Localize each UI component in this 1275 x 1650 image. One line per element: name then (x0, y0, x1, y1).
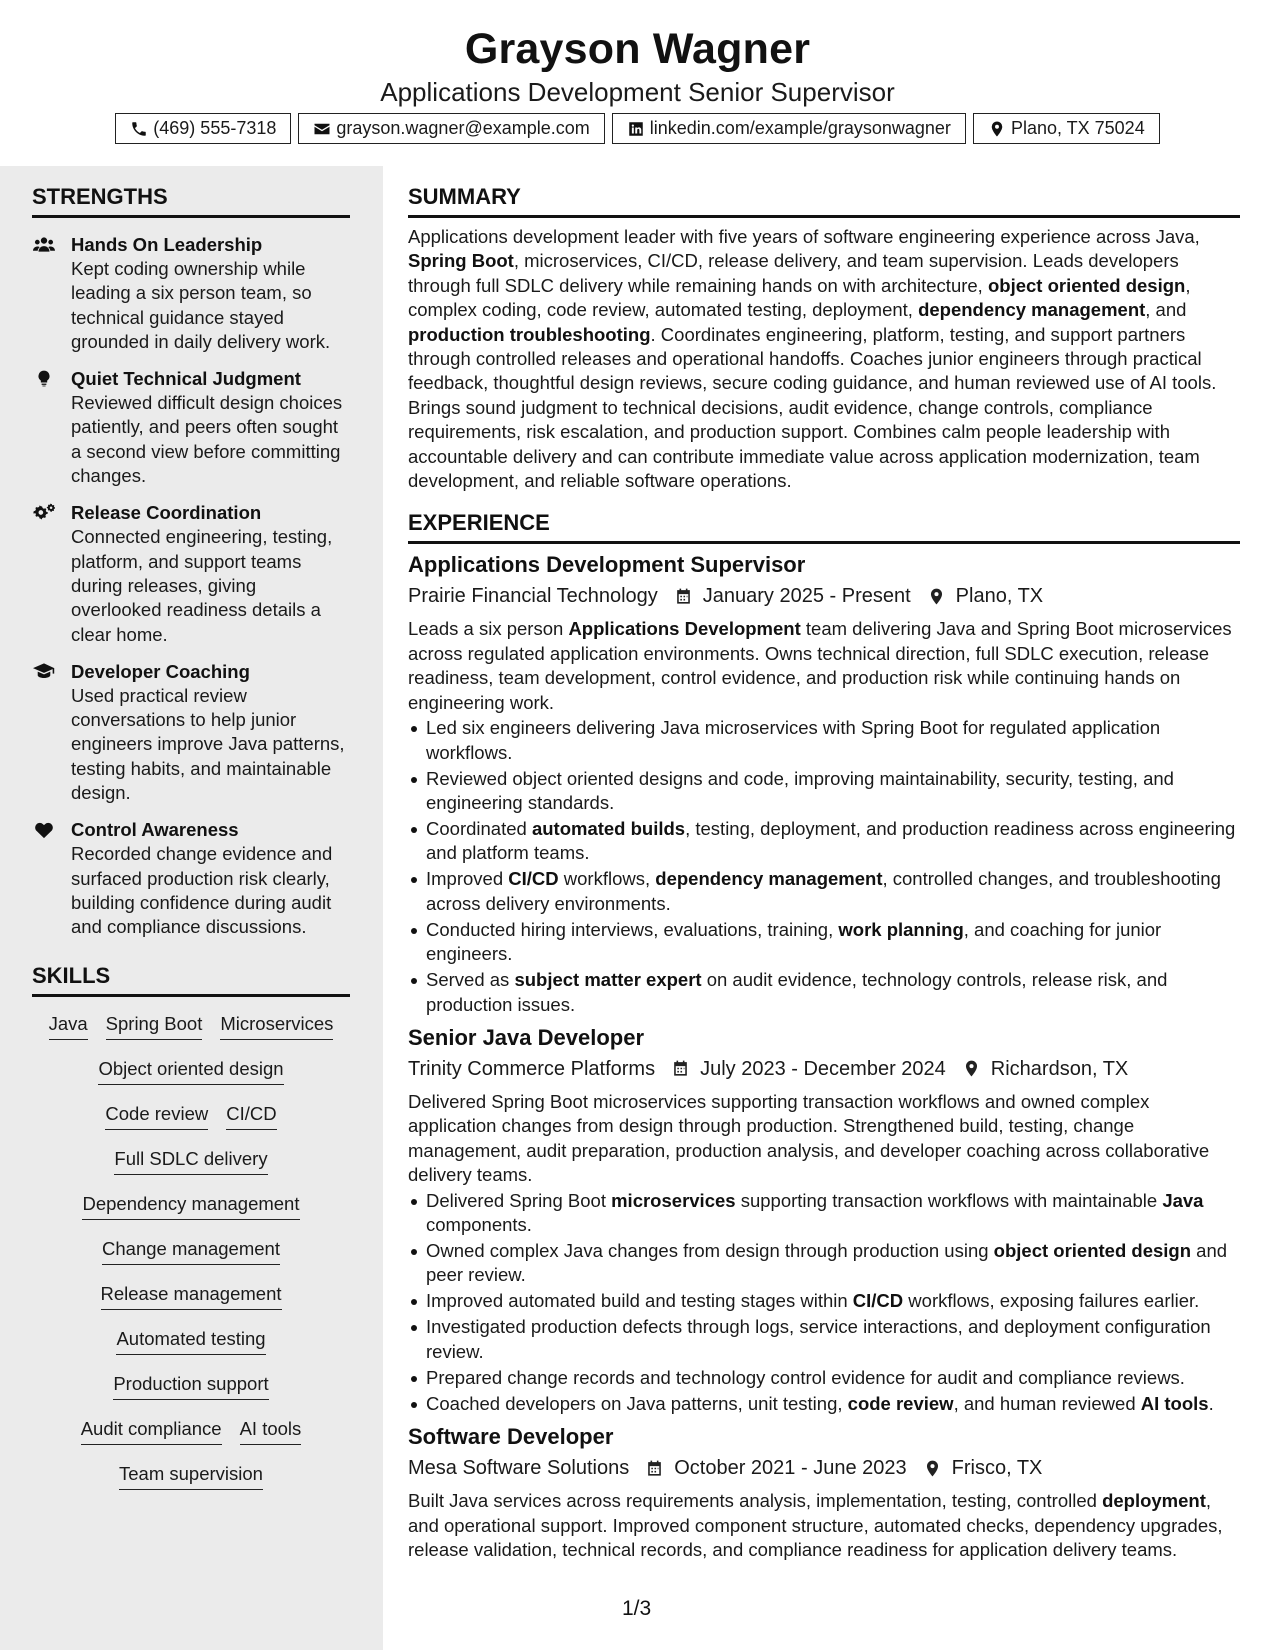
contact-location-text: Plano, TX 75024 (1010, 118, 1145, 138)
text-run: , and (1145, 299, 1187, 321)
text-run: Led six engineers delivering Java microservices with Spring Boot for regulated application workflows. (426, 717, 1161, 763)
skills-heading: SKILLS (32, 962, 350, 997)
bold-keyword: Java (1162, 1189, 1204, 1211)
job-title: Software Developer (408, 1424, 614, 1450)
text-run: , testing, deployment, and production readiness across engineering and platform teams. (426, 817, 1236, 864)
bold-keyword: dependency management (655, 868, 883, 890)
bullet-item (408, 1392, 1240, 1416)
strength-desc: Recorded change evidence and surfaced production risk clearly, building confidence during audit and compliance discussions. (71, 843, 333, 938)
gears-icon (32, 502, 56, 522)
contact-bar (0, 113, 1275, 144)
bold-keyword: Spring Boot (408, 250, 514, 272)
phone-icon (130, 120, 148, 138)
bold-keyword: microservices (611, 1189, 736, 1211)
bold-keyword: object oriented design (993, 1239, 1192, 1261)
map-pin-icon (923, 1459, 942, 1478)
skill-row (32, 1461, 350, 1506)
job-list (408, 550, 1240, 1562)
bold-keyword: CI/CD (852, 1290, 904, 1312)
job-title: Senior Java Developer (408, 1024, 645, 1050)
bold-keyword: deployment (1102, 1490, 1206, 1512)
text-run: components. (426, 1213, 532, 1235)
skill-row (32, 1236, 350, 1281)
map-pin-icon (988, 120, 1006, 138)
bold-keyword: work planning (838, 918, 964, 940)
skill-tag: Code review (105, 1101, 208, 1130)
skill-row (32, 1146, 350, 1191)
skill-tag: Production support (113, 1371, 268, 1400)
skills-list (32, 1011, 350, 1506)
job-meta (408, 581, 1240, 611)
job-entry (408, 550, 1240, 1016)
job-description (408, 1090, 1240, 1188)
contact-linkedin-text: linkedin.com/example/graysonwagner (649, 118, 951, 138)
text-run: Owned complex Java changes from design through production using (426, 1239, 994, 1261)
text-run: , and human reviewed (953, 1392, 1141, 1414)
strength-item (32, 817, 350, 939)
candidate-role: Applications Development Senior Supervisor (380, 77, 895, 107)
bold-keyword: AI tools (1140, 1392, 1209, 1414)
text-run: . Coordinates engineering, platform, testing, and support partners through controlled releases and operational handoffs. Coaches junior engineers through practical feedback, thoughtful design reviews, secure coding guidance, and human reviewed use of AI tools. Brings sound judgment to technical decisions, audit evidence, change controls, compliance requirements, risk escalation, and production support. Combines calm people leadership with accountable delivery and can contribute immediate value across application modernization, team development, and reliable software operations. (408, 323, 1217, 492)
strength-title: Quiet Technical Judgment (71, 368, 301, 390)
strength-item (32, 500, 350, 646)
text-run: Delivered Spring Boot microservices supporting transaction workflows and owned complex application changes from design through production. Strengthened build, testing, change management, audit preparation, production analysis, and developer coaching across collaborative delivery teams. (408, 1090, 1210, 1186)
text-run: Prepared change records and technology control evidence for audit and compliance reviews. (426, 1366, 1185, 1388)
skill-tag: Java (49, 1011, 88, 1040)
candidate-name: Grayson Wagner (464, 25, 811, 73)
job-description (408, 617, 1240, 715)
text-run: Reviewed object oriented designs and code, improving maintainability, security, testing, and engineering standards. (426, 767, 1174, 813)
bullet-item (408, 1366, 1240, 1390)
skill-tag: Release management (101, 1281, 282, 1310)
text-run: Improved (426, 868, 509, 890)
job-bullets (408, 716, 1240, 1017)
job-location: Plano, TX (955, 585, 1044, 608)
text-run: Applications development leader with five years of software engineering experience across Java, (408, 226, 1200, 247)
skill-tag: Spring Boot (106, 1011, 203, 1040)
skill-tag: Change management (102, 1236, 280, 1265)
strength-desc: Used practical review conversations to help junior engineers improve Java patterns, testing habits, and maintainable design. (71, 684, 345, 804)
contact-phone[interactable] (115, 113, 291, 144)
text-run: , and coaching for junior engineers. (426, 918, 1162, 965)
job-dates: July 2023 - December 2024 (700, 1057, 946, 1080)
people-group-icon (32, 234, 56, 254)
main-content (408, 183, 1240, 1562)
bold-keyword: Applications Development (568, 618, 801, 640)
bullet-item (408, 918, 1240, 967)
text-run: Built Java services across requirements analysis, implementation, testing, controlled (408, 1490, 1103, 1512)
lightbulb-icon (32, 368, 56, 388)
bullet-item (408, 1189, 1240, 1238)
job-location: Frisco, TX (951, 1457, 1043, 1480)
skill-tag: CI/CD (226, 1101, 276, 1130)
contact-phone-text: (469) 555-7318 (153, 118, 277, 138)
text-run: Coached developers on Java patterns, unit testing, (426, 1392, 848, 1414)
text-run: Coordinated (426, 817, 532, 839)
text-run: , microservices, CI/CD, release delivery, and team supervision. Leads developers through full SDLC delivery while remaining hands on with architecture, (408, 250, 1179, 296)
bullet-item (408, 1239, 1240, 1288)
calendar-icon (674, 587, 693, 606)
job-meta (408, 1453, 1240, 1483)
text-run: workflows, (558, 868, 656, 890)
skill-tag: Microservices (220, 1011, 333, 1040)
page-number: 1/3 (622, 1597, 652, 1620)
resume-header (0, 22, 1275, 108)
text-run: supporting transaction workflows with maintainable (735, 1189, 1163, 1211)
job-entry (408, 1023, 1240, 1416)
bullet-item (408, 867, 1240, 916)
job-title: Applications Development Supervisor (408, 552, 806, 578)
job-bullets (408, 1189, 1240, 1417)
text-run: Delivered Spring Boot (426, 1189, 612, 1211)
strength-title: Control Awareness (71, 819, 239, 841)
job-location: Richardson, TX (990, 1057, 1129, 1080)
strengths-list (32, 218, 350, 940)
map-pin-icon (927, 587, 946, 606)
bold-keyword: production troubleshooting (408, 323, 651, 345)
summary-text (408, 225, 1240, 493)
sidebar (0, 166, 383, 1650)
job-description (408, 1489, 1240, 1562)
linkedin-icon (627, 120, 645, 138)
skill-tag: Audit compliance (81, 1416, 222, 1445)
strength-item (32, 659, 350, 805)
job-entry (408, 1422, 1240, 1562)
job-dates: October 2021 - June 2023 (674, 1457, 907, 1480)
text-run: team delivering Java and Spring Boot microservices across regulated application environments. Owns technical direction, full SDLC execution, release readiness, team development, control evidence, and production risk while continuing hands on engineering work. (408, 618, 1232, 713)
strength-desc: Reviewed difficult design choices patiently, and peers often sought a second view before committing changes. (71, 392, 343, 487)
skill-row (32, 1371, 350, 1416)
text-run: on audit evidence, technology controls, release risk, and production issues. (426, 969, 1168, 1015)
calendar-icon (671, 1059, 690, 1078)
contact-email-text: grayson.wagner@example.com (336, 118, 590, 138)
skill-tag: AI tools (240, 1416, 302, 1445)
text-run: , complex coding, code review, automated testing, deployment, (408, 274, 1191, 321)
bold-keyword: dependency management (918, 299, 1146, 321)
text-run: workflows, exposing failures earlier. (903, 1290, 1200, 1312)
summary-heading: SUMMARY (408, 183, 1240, 218)
text-run: and peer review. (426, 1239, 1228, 1286)
skill-tag: Team supervision (119, 1461, 263, 1490)
bullet-item (408, 968, 1240, 1017)
text-run: , and operational support. Improved component structure, automated checks, dependency upgrades, release validation, technical records, and compliance readiness for application delivery teams. (408, 1490, 1223, 1560)
bold-keyword: code review (847, 1392, 954, 1414)
skill-row (32, 1281, 350, 1326)
strength-desc: Connected engineering, testing, platform, and support teams during releases, giving overlooked readiness details a clear home. (71, 526, 333, 645)
map-pin-icon (962, 1059, 981, 1078)
bold-keyword: automated builds (531, 817, 686, 839)
bold-keyword: CI/CD (508, 868, 559, 890)
text-run: . (1208, 1392, 1214, 1414)
text-run: , controlled changes, and troubleshooting across delivery environments. (426, 868, 1221, 914)
bold-keyword: object oriented design (987, 274, 1186, 296)
skill-row (32, 1326, 350, 1371)
skill-tag: Object oriented design (98, 1056, 283, 1085)
bold-keyword: subject matter expert (514, 969, 702, 991)
text-run: Leads a six person (408, 618, 569, 640)
envelope-icon (313, 120, 331, 138)
skill-tag: Dependency management (82, 1191, 299, 1220)
skill-tag: Automated testing (116, 1326, 265, 1355)
job-company: Mesa Software Solutions (408, 1457, 630, 1480)
job-company: Trinity Commerce Platforms (408, 1057, 656, 1080)
experience-heading: EXPERIENCE (408, 509, 1240, 544)
skill-row (32, 1101, 350, 1146)
contact-location (973, 113, 1160, 144)
text-run: Conducted hiring interviews, evaluations, training, (426, 918, 839, 940)
strengths-heading: STRENGTHS (32, 183, 350, 218)
text-run: Investigated production defects through logs, service interactions, and deployment configuration review. (426, 1316, 1211, 1362)
strength-title: Developer Coaching (71, 660, 250, 682)
skill-row (32, 1191, 350, 1236)
bullet-item (408, 716, 1240, 765)
job-dates: January 2025 - Present (702, 585, 911, 608)
strength-desc: Kept coding ownership while leading a six person team, so technical guidance stayed grounded in daily delivery work. (71, 258, 331, 352)
bullet-item (408, 817, 1240, 866)
text-run: Served as (426, 969, 515, 991)
skill-tag: Full SDLC delivery (114, 1146, 267, 1175)
bullet-item (408, 1289, 1240, 1313)
contact-email[interactable] (298, 113, 604, 144)
bullet-item (408, 1315, 1240, 1364)
text-run: Improved automated build and testing stages within (426, 1290, 853, 1312)
strength-title: Release Coordination (71, 502, 262, 524)
skill-row (32, 1056, 350, 1101)
calendar-icon (645, 1459, 664, 1478)
job-meta (408, 1054, 1240, 1084)
graduation-cap-icon (32, 661, 56, 681)
strength-title: Hands On Leadership (71, 234, 263, 255)
strength-item (32, 366, 350, 488)
heart-icon (32, 819, 56, 839)
skill-row (32, 1416, 350, 1461)
job-company: Prairie Financial Technology (408, 585, 658, 608)
strength-item (32, 232, 350, 354)
skill-row (32, 1011, 350, 1056)
contact-linkedin[interactable] (612, 113, 966, 144)
bullet-item (408, 767, 1240, 816)
